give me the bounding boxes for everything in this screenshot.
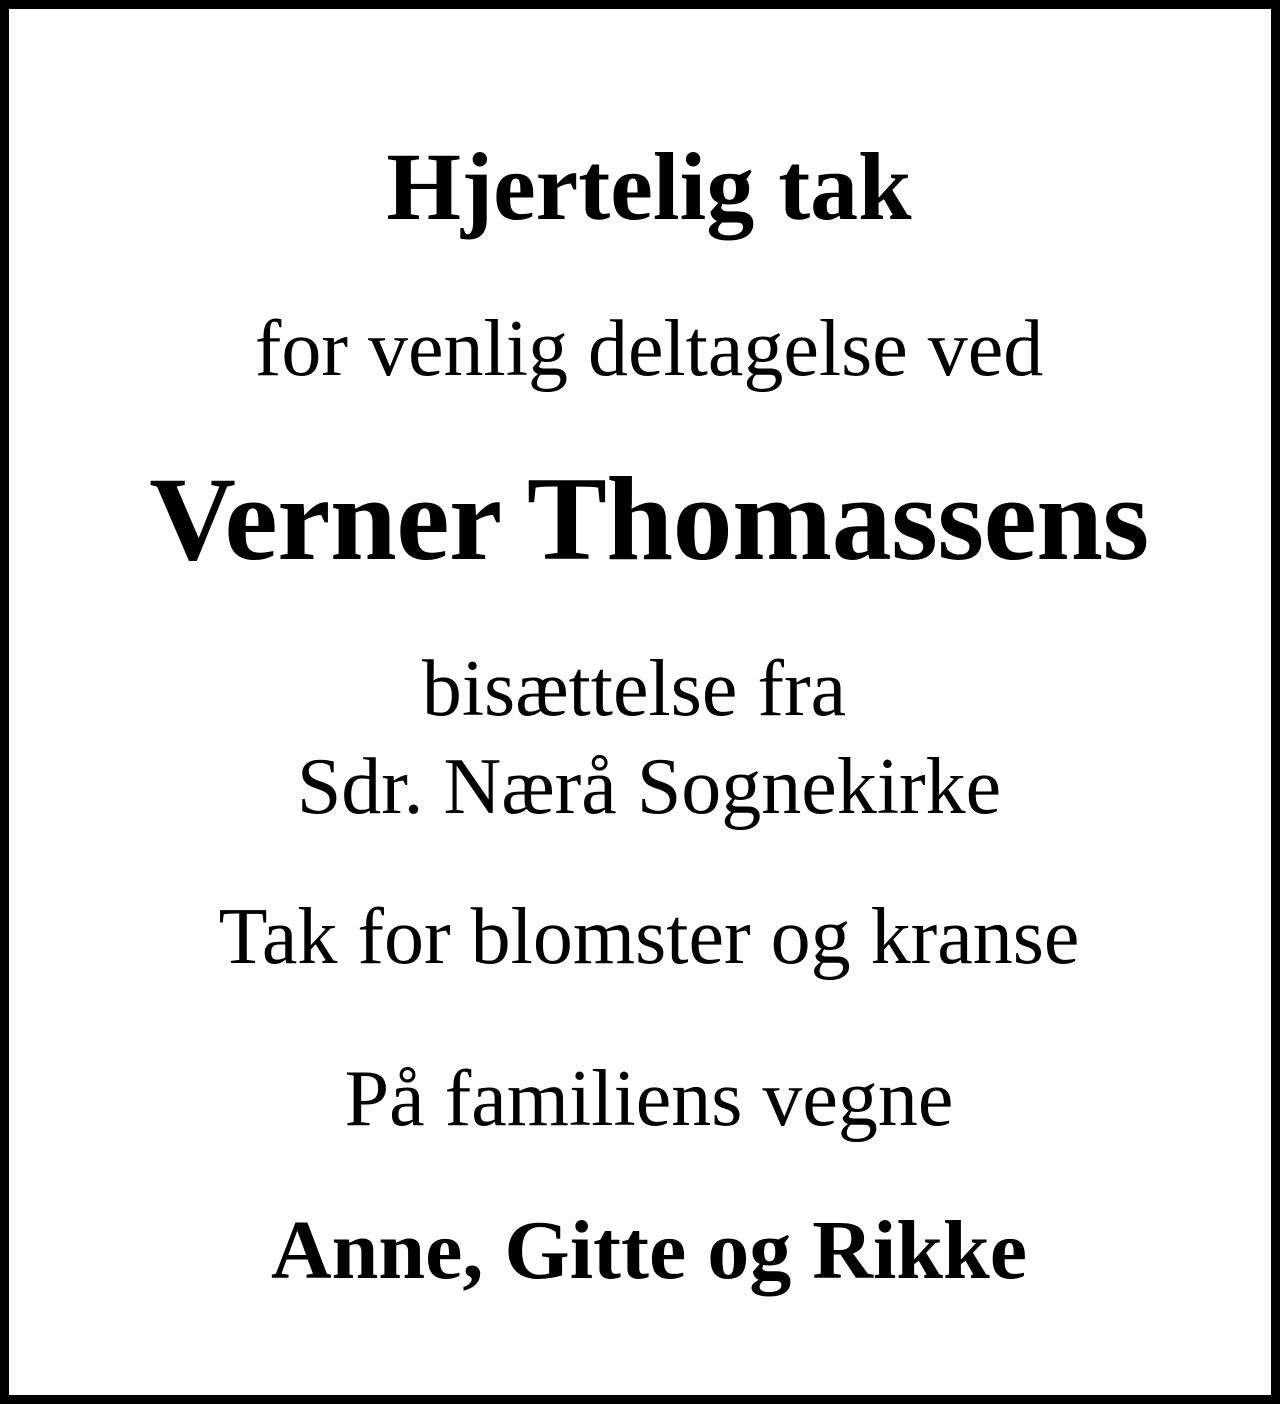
deceased-name: Verner Thomassens xyxy=(149,452,1149,585)
service-text-line1: bisættelse fra xyxy=(421,645,847,733)
on-behalf-text: På familiens vegne xyxy=(344,1055,954,1143)
service-text-line2: Sdr. Nærå Sognekirke xyxy=(296,743,1002,831)
heading: Hjertelig tak xyxy=(386,133,912,240)
signers-names: Anne, Gitte og Rikke xyxy=(271,1204,1027,1297)
intro-text: for venlig deltagelse ved xyxy=(254,305,1044,393)
flowers-thanks-text: Tak for blomster og kranse xyxy=(218,893,1080,981)
